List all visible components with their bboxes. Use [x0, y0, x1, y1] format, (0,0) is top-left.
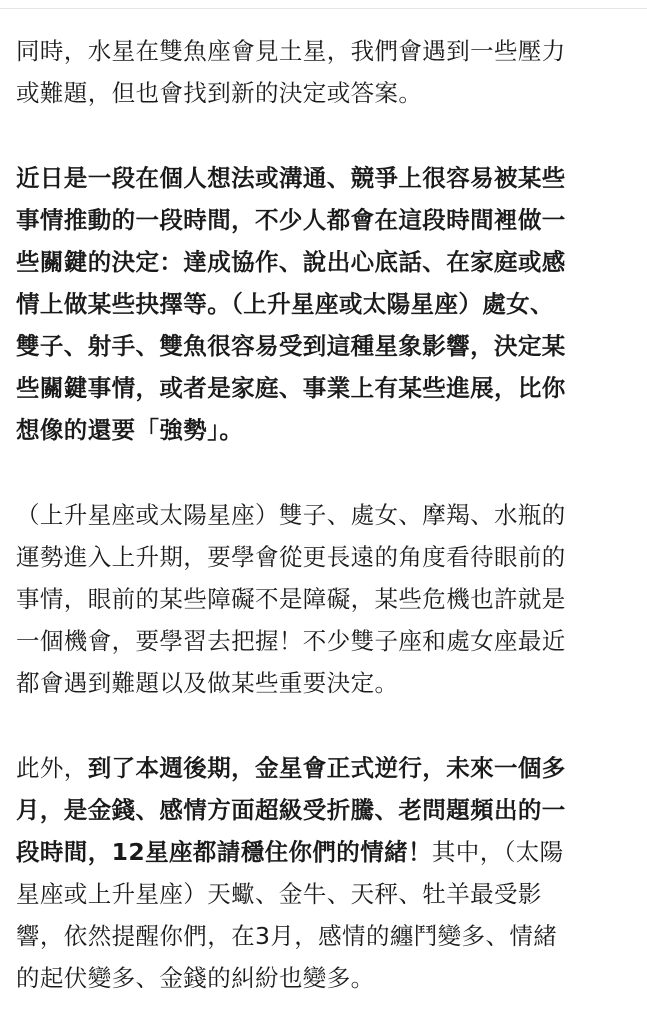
- paragraph-1: [16, 30, 640, 114]
- text-line: [16, 620, 640, 662]
- text-segment: 或難題，但也會找到新的決定或答案。: [16, 79, 423, 107]
- text-line: [16, 199, 640, 241]
- paragraph-2: [16, 157, 640, 451]
- text-line: [16, 367, 640, 409]
- text-segment: （上升星座或太陽星座）雙子、處女、摩羯、水瓶的: [16, 501, 566, 529]
- paragraph-4: [16, 747, 640, 999]
- text-line: [16, 873, 640, 915]
- bold-text-segment: 些關鍵事情，或者是家庭、事業上有某些進展，比你: [16, 374, 566, 402]
- text-segment: 的起伏變多、金錢的糾紛也變多。: [16, 964, 375, 992]
- text-segment: 同時，水星在雙魚座會見土星，我們會遇到一些壓力: [16, 37, 566, 65]
- paragraph-gap: [16, 704, 640, 747]
- text-line: [16, 747, 640, 789]
- bold-text-segment: 雙子、射手、雙魚很容易受到這種星象影響，決定某: [16, 332, 566, 360]
- bold-text-segment: 想像的還要「強勢」。: [16, 416, 244, 444]
- text-line: [16, 241, 640, 283]
- bold-text-segment: 近日是一段在個人想法或溝通、競爭上很容易被某些: [16, 164, 566, 192]
- text-line: [16, 915, 640, 957]
- text-line: [16, 494, 640, 536]
- bold-text-segment: 情上做某些抉擇等。（上升星座或太陽星座）處女、: [16, 290, 554, 318]
- text-line: [16, 325, 640, 367]
- text-segment: 響，依然提醒你們，在3月，感情的纏鬥變多、情緒: [16, 922, 558, 950]
- text-line: [16, 536, 640, 578]
- text-line: [16, 409, 640, 451]
- top-divider: [0, 8, 647, 9]
- text-segment: 都會遇到難題以及做某些重要決定。: [16, 669, 399, 697]
- text-line: [16, 662, 640, 704]
- paragraph-3: [16, 494, 640, 704]
- paragraph-gap: [16, 451, 640, 494]
- text-line: [16, 72, 640, 114]
- bold-text-segment: 月，是金錢、感情方面超級受折騰、老問題頻出的一: [16, 796, 566, 824]
- bold-text-segment: 事情推動的一段時間，不少人都會在這段時間裡做一: [16, 206, 566, 234]
- text-line: [16, 789, 640, 831]
- text-line: [16, 283, 640, 325]
- text-segment: 其中，（太陽: [431, 838, 564, 866]
- text-line: [16, 831, 640, 873]
- article-body: [16, 30, 640, 999]
- text-segment: 運勢進入上升期，要學會從更長遠的角度看待眼前的: [16, 543, 566, 571]
- text-segment: 一個機會，要學習去把握！不少雙子座和處女座最近: [16, 627, 566, 655]
- bold-text-segment: 段時間，12星座都請穩住你們的情緒！: [16, 838, 432, 866]
- bold-text-segment: 到了本週後期，金星會正式逆行，未來一個多: [87, 754, 566, 782]
- text-line: [16, 157, 640, 199]
- text-segment: 此外，: [16, 754, 88, 782]
- bold-text-segment: 些關鍵的決定：達成協作、說出心底話、在家庭或感: [16, 248, 566, 276]
- text-segment: 星座或上升星座）天蠍、金牛、天秤、牡羊最受影: [16, 880, 542, 908]
- text-line: [16, 578, 640, 620]
- text-line: [16, 30, 640, 72]
- paragraph-gap: [16, 114, 640, 157]
- text-segment: 事情，眼前的某些障礙不是障礙，某些危機也許就是: [16, 585, 566, 613]
- text-line: [16, 957, 640, 999]
